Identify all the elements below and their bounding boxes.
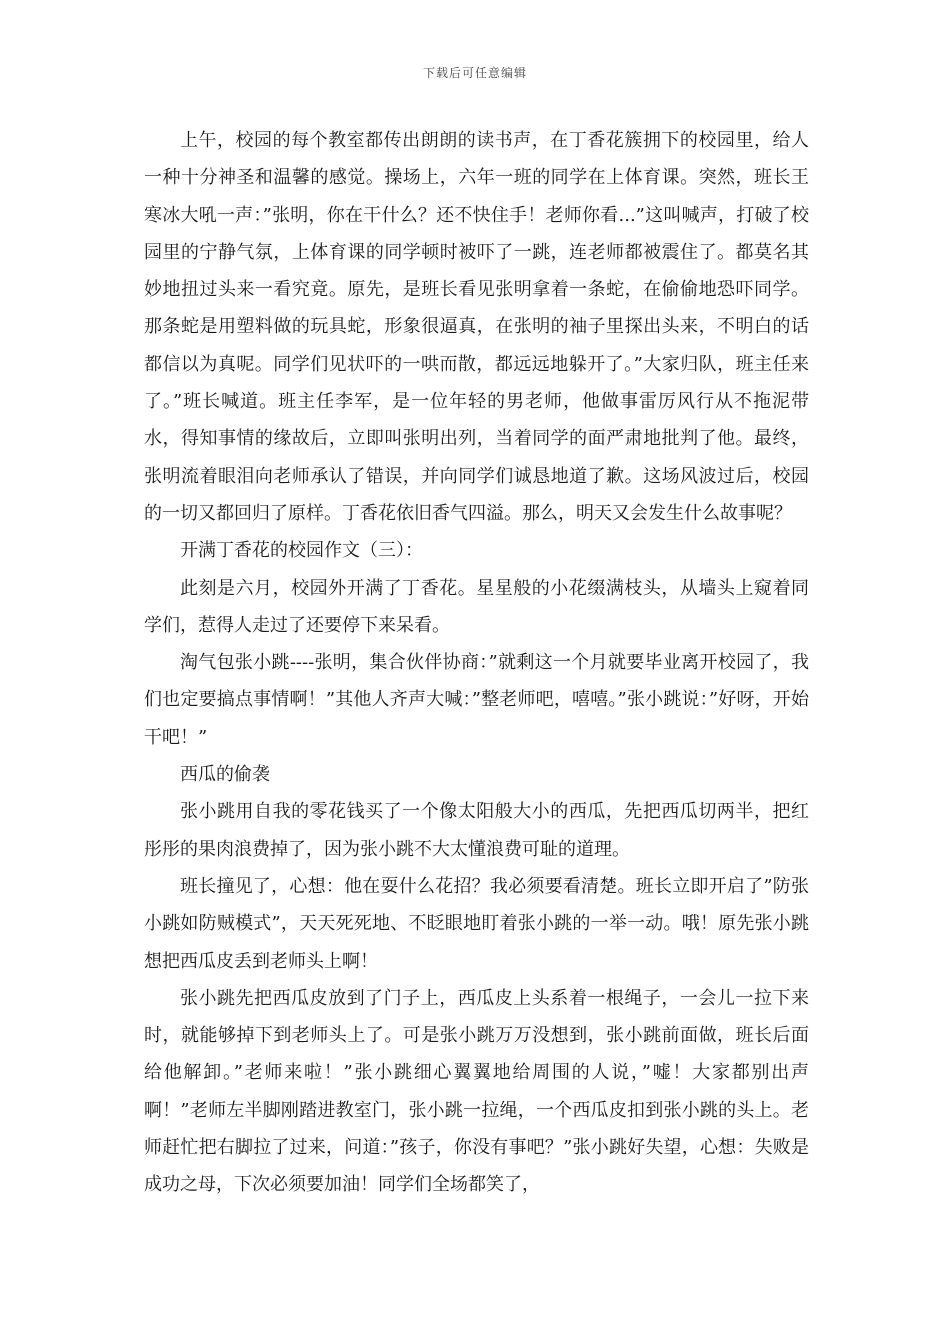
paragraph-morning-story: 上午，校园的每个教室都传出朗朗的读书声，在丁香花簇拥下的校园里，给人一种十分神圣和温馨的感觉。操场上，六年一班的同学在上体育课。突然，班长王寒冰大吼一声：”张明，你在干什么？还不快住手！老师你看...”这叫喊声，打破了校园里的宁静气氛，上体育课的同学顿时被吓了一跳，连老师都被震住了。都莫名其妙地扭过头来一看究竟。原先，是班长看见张明拿着一条蛇，在偷偷地恐吓同学。那条蛇是用塑料做的玩具蛇，形象很逼真，在张明的袖子里探出头来，不明白的话都信以为真呢。同学们见状吓的一哄而散，都远远地躲开了。”大家归队，班主任来了。”班长喊道。班主任李军，是一位年轻的男老师，他做事雷厉风行从不拖泥带水，得知事情的缘故后，立即叫张明出列，当着同学的面严肃地批判了他。最终，张明流着眼泪向老师承认了错误，并向同学们诚恳地道了歉。这场风波过后，校园的一切又都回归了原样。丁香花依旧香气四溢。那么，明天又会发生什么故事呢？ xyxy=(144,130,809,524)
paragraph-monitor-watch: 班长撞见了，心想：他在耍什么花招？我必须要看清楚。班长立即开启了”防张小跳如防贼模式”，天天死死地、不眨眼地盯着张小跳的一举一动。哦！原先张小跳想把西瓜皮丢到老师头上啊！ xyxy=(144,875,809,972)
paragraph-watermelon-buy: 张小跳用自我的零花钱买了一个像太阳般大小的西瓜，先把西瓜切两半，把红彤彤的果肉浪费掉了，因为张小跳不大太懂浪费可耻的道理。 xyxy=(144,801,809,860)
paragraph-june: 此刻是六月，校园外开满了丁香花。星星般的小花缀满枝头，从墙头上窥着同学们，惹得人走过了还要停下来呆看。 xyxy=(144,577,809,636)
page-header: 下载后可任意编辑 xyxy=(422,66,527,80)
subheading-watermelon: 西瓜的偷袭 xyxy=(180,764,270,786)
section-heading: 开满丁香花的校园作文（三）： xyxy=(180,540,423,562)
paragraph-prank-plan: 淘气包张小跳----张明，集合伙伴协商：”就剩这一个月就要毕业离开校园了，我们也定要搞点事情啊！”其他人齐声大喊：”整老师吧，嘻嘻。”张小跳说：”好呀，开始干吧！” xyxy=(144,652,809,748)
paragraph-prank-fail: 张小跳先把西瓜皮放到了门子上，西瓜皮上头系着一根绳子，一会儿一拉下来时，就能够掉下到老师头上了。可是张小跳万万没想到，张小跳前面做，班长后面给他解卸。”老师来啦！”张小跳细心翼翼地给周围的人说，”嘘！大家都别出声啊！”老师左半脚刚踏进教室门，张小跳一拉绳，一个西瓜皮扣到张小跳的头上。老师赶忙把右脚拉了过来，问道：”孩子，你没有事吧？”张小跳好失望，心想：失败是成功之母，下次必须要加油！同学们全场都笑了， xyxy=(144,987,809,1196)
document-body xyxy=(144,122,809,1204)
